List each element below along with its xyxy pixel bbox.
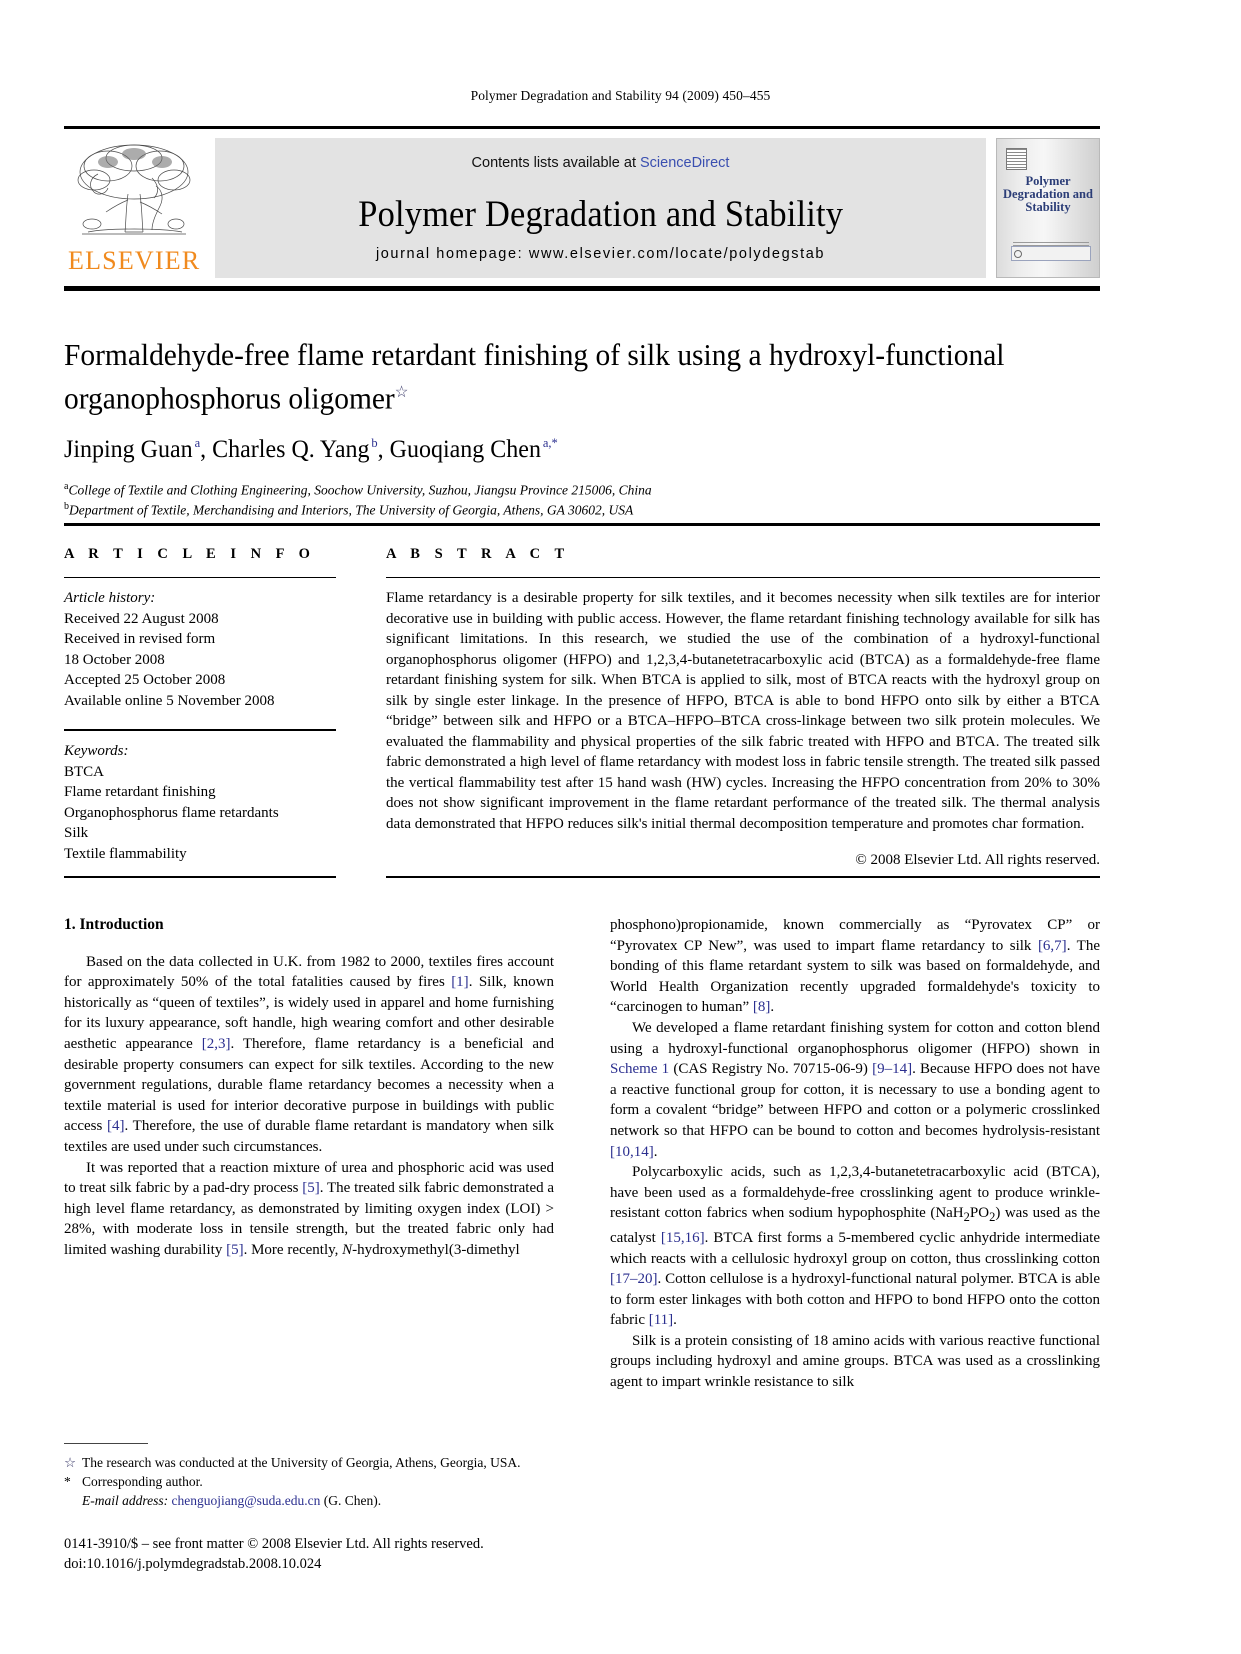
footnote-marker-dagger: ☆ [64, 1455, 77, 1470]
elsevier-logo [64, 138, 207, 278]
author-separator: , [377, 435, 390, 463]
paper-title-text: Formaldehyde-free flame retardant finishing of silk using a hydroxyl-functional organophosphorus oligomer [64, 337, 1005, 416]
affiliation-marker: a [64, 480, 69, 492]
info-bottom-rule [64, 876, 336, 878]
footnote-marker-asterisk: * [64, 1474, 71, 1489]
corresponding-email-line [82, 1491, 574, 1510]
author-name: Charles Q. Yang [212, 435, 370, 463]
history-item: Received 22 August 2008 [64, 610, 219, 627]
contents-available-line [472, 155, 730, 171]
journal-cover-thumbnail [996, 138, 1100, 278]
author-separator: , [200, 435, 213, 463]
journal-banner [215, 138, 986, 278]
title-footnote-marker: ☆ [394, 384, 409, 401]
cover-footer-badge [1011, 246, 1091, 261]
email-label: E-mail address: [82, 1493, 172, 1508]
copyright-line: © 2008 Elsevier Ltd. All rights reserved. [855, 852, 1100, 868]
footnote-text: Corresponding author. [82, 1474, 203, 1489]
paragraph: Polycarboxylic acids, such as 1,2,3,4-butanetetracarboxylic acid (BTCA), have been used as a formaldehyde-free crosslinking agent to produce wrinkle-resistant cotton fabrics when sodium hypophosphite $(NaH_2PO_2)$ was used as the catalyst [15,16]. BTCA first forms a 5-membered cyclic anhydride intermediate which reacts with a cellulosic hydroxyl group on cotton, thus crosslinking cotton [17–20]. Cotton cellulose is a hydroxyl-functional natural polymer. BTCA is able to form ester linkages with both cotton and HFPO to bond HFPO onto the cotton fabric [11]. [610, 1164, 1100, 1329]
article-info-heading: A R T I C L E I N F O [64, 546, 316, 562]
body-column-left [64, 915, 554, 1261]
journal-masthead [64, 126, 1100, 291]
history-item: Received in revised form [64, 631, 216, 647]
elsevier-wordmark: ELSEVIER [68, 246, 201, 275]
affiliation-marker: b [64, 501, 69, 513]
paragraph: phosphono)propionamide, known commercially as “Pyrovatex CP” or “Pyrovatex CP New”, was used to impart flame retardancy to silk [6,7]. The bonding of this flame retardant system to silk was based on formaldehyde, and World Health Organization recently upgraded formaldehyde's toxicity to “carcinogen to human” [8]. [610, 917, 1100, 1016]
elsevier-tree-icon [68, 138, 200, 244]
paragraph: Silk is a protein consisting of 18 amino acids with various reactive functional groups including hydroxyl and amine groups. BTCA was used as a crosslinking agent to impart wrinkle resistance to silk [610, 1332, 1100, 1391]
author-entry [390, 436, 558, 463]
paragraph: We developed a flame retardant finishing system for cotton and cotton blend using a hydroxyl-functional organophosphorus oligomer (HFPO) shown in Scheme 1 (CAS Registry No. 70715-06-9) [9–14]. Because HFPO does not have a reactive functional group for cotton, it is necessary to use a bonding agent to form a covalent “bridge” between HFPO and cotton or a polymeric crosslinked network so that HFPO can be bound to cotton and becomes hydrolysis-resistant [10,14]. [610, 1019, 1100, 1160]
email-address-link[interactable]: chenguojiang@suda.edu.cn [171, 1493, 321, 1508]
journal-title: Polymer Degradation and Stability [358, 194, 843, 235]
footnote-text: The research was conducted at the University of Georgia, Athens, Georgia, USA. [82, 1455, 521, 1470]
cover-elsevier-icon [1006, 148, 1027, 170]
footnote-rule [64, 1443, 148, 1444]
affiliation-list [64, 478, 1100, 519]
author-list [64, 435, 1059, 463]
author-affil-marker: a [194, 435, 201, 451]
affiliation-item [64, 498, 1100, 519]
author-name: Guoqiang Chen [389, 435, 541, 463]
abstract-heading: A B S T R A C T [386, 546, 570, 562]
running-head: Polymer Degradation and Stability 94 (2009) 450–455 [470, 88, 771, 103]
info-top-rule [64, 523, 1100, 526]
article-info-rule [64, 577, 336, 578]
affiliation-item [64, 478, 1100, 499]
keyword-item: Textile flammability [64, 845, 187, 862]
paragraph: It was reported that a reaction mixture of urea and phosphoric acid was used to treat silk fabric by a pad-dry process [5]. The treated silk fabric demonstrated a high level flame retardancy, as demonstrated by limiting oxygen index (LOI) > 28%, with moderate loss in tensile strength, but the treated fabric only had limited washing durability [5]. More recently, N-hydroxymethyl(3-dimethyl [64, 1159, 555, 1258]
affiliation-text: College of Textile and Clothing Engineering, Soochow University, Suzhou, Jiangsu Province 215006, China [68, 482, 652, 498]
issn-line: 0141-3910/$ – see front matter © 2008 Elsevier Ltd. All rights reserved. [64, 1536, 484, 1552]
author-name: Jinping Guan [64, 435, 193, 463]
author-affil-marker: a,* [542, 435, 558, 451]
footnote-block [64, 1443, 574, 1510]
abstract-column [386, 546, 1100, 869]
history-item: Accepted 25 October 2008 [64, 672, 226, 688]
history-item: 18 October 2008 [64, 651, 165, 668]
article-history-label: Article history: [64, 590, 156, 606]
author-entry [212, 436, 390, 463]
author-entry [64, 436, 212, 463]
abstract-text: Flame retardancy is a desirable property for silk textiles, and it becomes necessity when silk textiles are for interior decorative use in building with public access. However, the flame retardant finishing technology available for silk has significant limitations. In this research, we studied the use of the combination of a hydroxyl-functional organophosphorus oligomer (HFPO) and 1,2,3,4-butanetetracarboxylic acid (BTCA) as a formaldehyde-free flame retardant finishing system for silk. When BTCA is applied to silk, most of BTCA reacts with the hydroxyl group on silk by single ester linkage. In the presence of HFPO, BTCA is able to bond HFPO onto silk by either a BTCA “bridge” between silk and HFPO or a BTCA–HFPO–BTCA cross-linkage between two silk protein molecules. We evaluated the flammability and physical properties of the silk fabric treated with HFPO and BTCA. The treated silk fabric demonstrated a high level of flame retardancy with modest loss in fabric tensile strength. The treated silk passed the vertical flammability test after 15 hand wash (HW) cycles. Increasing the HFPO concentration from 20% to 30% does not show significant improvement in the flame retardant performance of the treated silk. The thermal analysis data demonstrated that HFPO reduces silk's initial thermal decomposition temperature and promotes char formation. [386, 590, 1100, 832]
affiliation-text: Department of Textile, Merchandising and Interiors, The University of Georgia, Athens, GA 30602, USA [69, 502, 634, 518]
article-info-column [64, 546, 336, 864]
doi-line[interactable]: doi:10.1016/j.polymdegradstab.2008.10.024 [64, 1556, 322, 1572]
keyword-item: Flame retardant finishing [64, 784, 216, 800]
issn-doi-block [64, 1534, 624, 1574]
keyword-item: Silk [64, 825, 89, 841]
keyword-item: Organophosphorus flame retardants [64, 804, 279, 821]
keywords-label: Keywords: [64, 743, 129, 759]
contents-prefix: Contents lists available at [471, 155, 640, 171]
paragraph: Based on the data collected in U.K. from 1982 to 2000, textiles fires account for approximately 50% of the total fatalities caused by fires [1]. Silk, known historically as “queen of textiles”, is widely used in apparel and home furnishing for its luxury appearance, soft handle, high wearing comfort and other desirable aesthetic appearance [2,3]. Therefore, flame retardancy is a beneficial and desirable property consumers can expect for silk textiles. According to the new government regulations, durable flame retardancy becomes a necessity when a textile material is used for interior decorative purpose in buildings with public access [4]. Therefore, the use of durable flame retardant is mandatory when silk textiles are used under such circumstances. [64, 953, 554, 1155]
body-column-right [610, 915, 1100, 1393]
title-block [64, 336, 1100, 519]
author-affil-marker: b [371, 435, 378, 451]
journal-homepage[interactable]: journal homepage: www.elsevier.com/locate/polydegstab [375, 246, 826, 262]
abstract-rule [386, 577, 1100, 578]
abstract-bottom-rule [386, 876, 1100, 878]
email-tail: (G. Chen). [320, 1493, 382, 1508]
sciencedirect-link[interactable]: ScienceDirect [640, 155, 730, 171]
keyword-item: BTCA [64, 763, 105, 780]
history-item: Available online 5 November 2008 [64, 692, 275, 709]
keywords-rule [64, 729, 336, 731]
section-heading-introduction: 1. Introduction [64, 916, 164, 933]
page-title [64, 336, 1048, 417]
footnote-item [64, 1453, 574, 1472]
masthead-top-rule [64, 126, 1100, 129]
masthead-bottom-rule [64, 286, 1100, 291]
cover-title: Polymer Degradation and Stability [1003, 174, 1093, 214]
footnote-item [64, 1472, 574, 1491]
